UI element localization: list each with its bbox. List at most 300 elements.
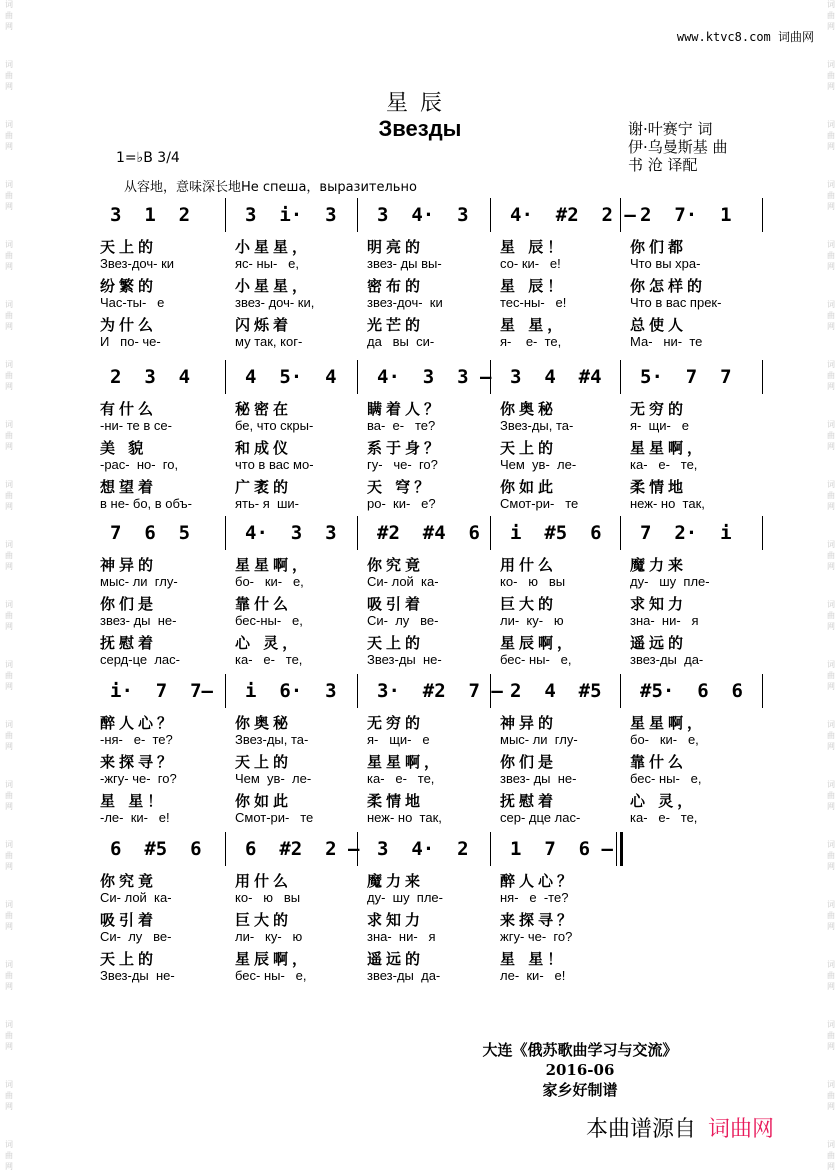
lyric-syllables: 天上的 (500, 439, 558, 457)
lyric-syllables: 和成仪 (235, 439, 293, 457)
watermark-char: 网 (5, 982, 13, 991)
lyric-syllables: Смот-ри- те (235, 809, 314, 825)
watermark-char: 曲 (827, 491, 835, 500)
watermark-char: 网 (5, 1102, 13, 1111)
lyric-syllables: 求知力 (630, 595, 688, 613)
notes-row (90, 838, 770, 868)
watermark-char: 曲 (5, 251, 13, 260)
lyric-syllables: 星 辰！ (500, 277, 567, 295)
lyric-syllables: 来探寻？ (100, 753, 177, 771)
watermark-char: 曲 (827, 71, 835, 80)
lyric-syllables: бес- ны- е, (630, 770, 702, 786)
lyric-syllables: ять- я ши- (235, 495, 299, 511)
lyric-syllables: 小星星， (235, 277, 312, 295)
lyrics-chinese-line (90, 632, 770, 652)
measure-notes: 3 4· 3 (377, 204, 469, 226)
watermark-char: 词 (5, 840, 13, 849)
lyrics-russian-line (90, 574, 770, 594)
measure-notes: 3 i· 3 (245, 204, 337, 226)
lyric-syllables: Си- лу ве- (367, 612, 439, 628)
watermark-char: 词 (5, 60, 13, 69)
lyric-syllables: 为什么 (100, 316, 158, 334)
watermark-char: 网 (827, 502, 835, 511)
watermark-char: 词 (5, 720, 13, 729)
lyric-syllables: 魔力来 (367, 872, 425, 890)
tempo-marking: 从容地，意味深长地Не спеша，выразительно (124, 180, 417, 195)
lyric-syllables: ро- ки- е? (367, 495, 436, 511)
lyric-syllables: 秘密在 (235, 400, 293, 418)
lyric-syllables: 密布的 (367, 277, 425, 295)
watermark-char: 词 (5, 300, 13, 309)
lyric-syllables: зна- ни- я (630, 612, 699, 628)
lyric-syllables: ка- е- те, (630, 809, 698, 825)
watermark-char: 网 (827, 742, 835, 751)
watermark-char: 网 (827, 82, 835, 91)
watermark-char: 网 (827, 142, 835, 151)
watermark-char: 网 (827, 922, 835, 931)
watermark-char: 词 (5, 1080, 13, 1089)
footer (420, 1040, 740, 1100)
lyric-syllables: 星星啊， (235, 556, 312, 574)
watermark-char: 曲 (5, 851, 13, 860)
lyric-syllables: бес- ны- е, (500, 651, 572, 667)
watermark-char: 词 (5, 1140, 13, 1149)
lyric-syllables: 你如此 (235, 792, 293, 810)
lyric-syllables: звез- ды не- (500, 770, 577, 786)
watermark-char: 曲 (5, 491, 13, 500)
notes-row (90, 522, 770, 552)
lyric-syllables: 你奥秘 (235, 714, 293, 732)
lyric-syllables: 系于身？ (367, 439, 444, 457)
watermark-char: 网 (827, 562, 835, 571)
measure-notes: 2 3 4 (110, 366, 191, 388)
lyrics-russian-line (90, 496, 770, 516)
watermark-char: 曲 (827, 1031, 835, 1040)
measure-notes: 6 #5 6 (110, 838, 202, 860)
measure-notes: 4· 3 3 – (377, 366, 492, 388)
watermark-char: 曲 (5, 551, 13, 560)
watermark-char: 词 (5, 1020, 13, 1029)
lyric-syllables: 醉人心？ (500, 872, 577, 890)
lyrics-russian-line (90, 810, 770, 830)
watermark-char: 曲 (827, 311, 835, 320)
watermark-char: 网 (5, 262, 13, 271)
score-system (90, 676, 770, 836)
lyric-syllables: 用什么 (500, 556, 558, 574)
lyric-syllables: я- щи- е (367, 731, 430, 747)
watermark-char: 网 (5, 202, 13, 211)
lyric-syllables: 广袤的 (235, 478, 293, 496)
lyric-syllables: 醉人心？ (100, 714, 177, 732)
lyric-syllables: 明亮的 (367, 238, 425, 256)
watermark-char: 网 (5, 742, 13, 751)
lyric-syllables: я- щи- е (630, 417, 689, 433)
lyric-syllables: мыс- ли глу- (100, 573, 178, 589)
watermark-char: 曲 (827, 671, 835, 680)
watermark-char: 词 (827, 1020, 835, 1029)
lyrics-chinese-line (90, 712, 770, 732)
lyric-syllables: 心 灵， (630, 792, 697, 810)
watermark-char: 曲 (5, 611, 13, 620)
watermark-char: 词 (5, 960, 13, 969)
lyric-syllables: 天上的 (100, 238, 158, 256)
watermark-char: 词 (827, 120, 835, 129)
credit-translator: 书 沧 译配 (628, 156, 698, 174)
watermark-char: 词 (5, 600, 13, 609)
watermark-char: 词 (827, 660, 835, 669)
lyric-syllables: 瞒着人？ (367, 400, 444, 418)
watermark-char: 词 (827, 840, 835, 849)
watermark-char: 曲 (5, 1151, 13, 1160)
lyric-syllables: 遥远的 (367, 950, 425, 968)
lyric-syllables: со- ки- е! (500, 255, 561, 271)
measure-notes: i 6· 3 (245, 680, 337, 702)
watermark-char: 词 (827, 300, 835, 309)
source-brand: 词曲网 (708, 1117, 775, 1142)
lyrics-russian-line (90, 613, 770, 633)
watermark-char: 曲 (827, 131, 835, 140)
watermark-char: 曲 (827, 611, 835, 620)
lyric-syllables: неж- но так, (630, 495, 705, 511)
lyric-syllables: 美 貌 (100, 439, 148, 457)
lyric-syllables: бо- ки- е, (235, 573, 304, 589)
watermark-char: 词 (827, 720, 835, 729)
watermark-char: 曲 (827, 431, 835, 440)
lyric-syllables: зна- ни- я (367, 928, 436, 944)
lyric-syllables: 靠什么 (235, 595, 293, 613)
watermark-char: 词 (5, 180, 13, 189)
watermark-char: 网 (827, 22, 835, 31)
watermark-char: 曲 (827, 911, 835, 920)
watermark-char: 词 (827, 600, 835, 609)
measure-notes: 3· #2 7 – (377, 680, 503, 702)
lyrics-russian-line (90, 295, 770, 315)
watermark-char: 网 (827, 262, 835, 271)
lyric-syllables: му так, ког- (235, 333, 303, 349)
lyric-syllables: в не- бо, в объ- (100, 495, 192, 511)
title-chinese: 星辰 (385, 91, 454, 116)
watermark-char: 词 (827, 1140, 835, 1149)
watermark-char: 网 (827, 382, 835, 391)
watermark-char: 网 (5, 802, 13, 811)
lyric-syllables: звез-ды да- (630, 651, 704, 667)
watermark-char: 词 (5, 420, 13, 429)
lyric-syllables: тес-ны- е! (500, 294, 567, 310)
lyric-syllables: Что вы хра- (630, 255, 701, 271)
watermark-char: 曲 (5, 11, 13, 20)
lyrics-russian-line (90, 457, 770, 477)
key-signature: 1=♭B 3/4 (116, 150, 180, 166)
lyrics-russian-line (90, 418, 770, 438)
lyric-syllables: 柔情地 (630, 478, 688, 496)
watermark-char: 网 (827, 202, 835, 211)
watermark-char: 词 (5, 660, 13, 669)
lyric-syllables: 巨大的 (500, 595, 558, 613)
lyric-syllables: звез-ды да- (367, 967, 441, 983)
lyric-syllables: 吸引着 (100, 911, 158, 929)
watermark-char: 网 (5, 22, 13, 31)
watermark-char: 曲 (5, 431, 13, 440)
lyric-syllables: да вы си- (367, 333, 435, 349)
lyric-syllables: ли- ку- ю (500, 612, 564, 628)
watermark-char: 网 (827, 622, 835, 631)
watermark-char: 曲 (827, 731, 835, 740)
measure-notes: 4· 3 3 (245, 522, 337, 544)
lyric-syllables: Смот-ри- те (500, 495, 579, 511)
lyric-syllables: 天上的 (367, 634, 425, 652)
watermark-char: 曲 (827, 11, 835, 20)
lyric-syllables: 求知力 (367, 911, 425, 929)
watermark-char: 曲 (827, 851, 835, 860)
lyric-syllables: 你怎样的 (630, 277, 707, 295)
measure-notes: i #5 6 (510, 522, 602, 544)
watermark-char: 词 (827, 480, 835, 489)
watermark-char: 词 (5, 120, 13, 129)
lyrics-chinese-line (90, 554, 770, 574)
source-credit (586, 1112, 774, 1143)
lyric-syllables: 星星啊， (630, 439, 707, 457)
watermark-char: 曲 (827, 1151, 835, 1160)
footer-date: 2016-06 (545, 1061, 615, 1079)
watermark-char: 网 (827, 982, 835, 991)
lyrics-chinese-line (90, 948, 770, 968)
watermark-char: 曲 (827, 191, 835, 200)
lyric-syllables: звез- ды не- (100, 612, 177, 628)
lyric-syllables: 闪烁着 (235, 316, 293, 334)
lyric-syllables: 柔情地 (367, 792, 425, 810)
score-system (90, 200, 770, 360)
credit-composer: 伊·乌曼斯基 曲 (628, 138, 728, 156)
notes-row (90, 204, 770, 234)
watermark-char: 词 (5, 900, 13, 909)
score-system (90, 362, 770, 522)
watermark-char: 曲 (827, 551, 835, 560)
lyric-syllables: 有什么 (100, 400, 158, 418)
lyric-syllables: жгу- че- го? (500, 928, 573, 944)
lyric-syllables: 星 辰！ (500, 238, 567, 256)
lyric-syllables: неж- но так, (367, 809, 442, 825)
lyric-syllables: бес-ны- е, (235, 612, 303, 628)
lyric-syllables: 天上的 (235, 753, 293, 771)
lyric-syllables: 天 穹？ (367, 478, 434, 496)
watermark-char: 曲 (5, 1031, 13, 1040)
watermark-char: 网 (827, 1102, 835, 1111)
lyric-syllables: -рас- но- го, (100, 456, 179, 472)
lyric-syllables: ли- ку- ю (235, 928, 303, 944)
lyric-syllables: что в вас мо- (235, 456, 314, 472)
watermark-char: 网 (5, 382, 13, 391)
measure-notes: 7 6 5 (110, 522, 191, 544)
lyric-syllables: -ле- ки- е! (100, 809, 170, 825)
lyric-syllables: ду- шу пле- (630, 573, 710, 589)
lyric-syllables: 来探寻？ (500, 911, 577, 929)
watermark-char: 网 (827, 1162, 835, 1171)
lyric-syllables: Ма- ни- те (630, 333, 703, 349)
footer-publication: 大连《俄苏歌曲学习与交流》 (482, 1041, 678, 1059)
lyric-syllables: бес- ны- е, (235, 967, 307, 983)
watermark-char: 曲 (827, 791, 835, 800)
watermark-char: 曲 (5, 131, 13, 140)
lyric-syllables: ка- е- те, (367, 770, 435, 786)
lyric-syllables: 星 星， (500, 316, 567, 334)
lyric-syllables: 星星啊， (367, 753, 444, 771)
watermark-char: 曲 (5, 191, 13, 200)
lyric-syllables: Звез-ды, та- (235, 731, 309, 747)
watermark-char: 词 (5, 780, 13, 789)
watermark-char: 网 (5, 142, 13, 151)
lyric-syllables: бе, что скры- (235, 417, 314, 433)
watermark-char: 词 (827, 420, 835, 429)
lyric-syllables: яс- ны- е, (235, 255, 300, 271)
lyric-syllables: 魔力来 (630, 556, 688, 574)
lyric-syllables: 吸引着 (367, 595, 425, 613)
watermark-char: 曲 (5, 971, 13, 980)
lyric-syllables: я- е- те, (500, 333, 562, 349)
watermark-char: 曲 (5, 911, 13, 920)
lyric-syllables: 用什么 (235, 872, 293, 890)
lyrics-russian-line (90, 929, 770, 949)
measure-notes: #2 #4 6 (377, 522, 480, 544)
lyric-syllables: мыс- ли глу- (500, 731, 578, 747)
lyrics-russian-line (90, 652, 770, 672)
measure-notes: 4· #2 2 – (510, 204, 636, 226)
lyrics-chinese-line (90, 909, 770, 929)
watermark-char: 词 (5, 240, 13, 249)
lyric-syllables: ко- ю вы (235, 889, 301, 905)
lyric-syllables: Чем ув- ле- (235, 770, 312, 786)
lyric-syllables: 天上的 (100, 950, 158, 968)
watermark-right (824, 0, 838, 1169)
lyric-syllables: 星星啊， (630, 714, 707, 732)
watermark-char: 词 (827, 780, 835, 789)
lyrics-chinese-line (90, 790, 770, 810)
watermark-char: 曲 (5, 371, 13, 380)
lyrics-chinese-line (90, 476, 770, 496)
lyric-syllables: 纷繁的 (100, 277, 158, 295)
watermark-char: 词 (827, 360, 835, 369)
lyric-syllables: 无穷的 (367, 714, 425, 732)
lyric-syllables: 无穷的 (630, 400, 688, 418)
watermark-char: 词 (827, 180, 835, 189)
watermark-char: 曲 (5, 311, 13, 320)
lyrics-russian-line (90, 256, 770, 276)
watermark-char: 曲 (5, 71, 13, 80)
lyric-syllables: 星 星！ (500, 950, 567, 968)
watermark-char: 曲 (5, 671, 13, 680)
lyric-syllables: Час-ты- е (100, 294, 165, 310)
lyric-syllables: ка- е- те, (630, 456, 698, 472)
lyrics-chinese-line (90, 275, 770, 295)
lyrics-russian-line (90, 890, 770, 910)
watermark-char: 网 (827, 322, 835, 331)
lyric-syllables: 你奥秘 (500, 400, 558, 418)
lyric-syllables: 靠什么 (630, 753, 688, 771)
watermark-char: 词 (827, 1080, 835, 1089)
notes-row (90, 366, 770, 396)
watermark-char: 词 (827, 900, 835, 909)
lyrics-chinese-line (90, 437, 770, 457)
lyric-syllables: Си- лой ка- (367, 573, 439, 589)
watermark-char: 网 (827, 1042, 835, 1051)
site-url: www.ktvc8.com 词曲网 (676, 30, 814, 44)
watermark-char: 曲 (827, 971, 835, 980)
lyric-syllables: 你们都 (630, 238, 688, 256)
measure-notes: 5· 7 7 (640, 366, 732, 388)
lyrics-chinese-line (90, 870, 770, 890)
lyric-syllables: ва- е- те? (367, 417, 436, 433)
lyric-syllables: Звез-ды не- (367, 651, 442, 667)
source-prefix: 本曲谱源自 (586, 1117, 697, 1142)
lyric-syllables: бо- ки- е, (630, 731, 699, 747)
lyrics-russian-line (90, 968, 770, 988)
lyric-syllables: 光芒的 (367, 316, 425, 334)
measure-notes: 3 4 #4 (510, 366, 602, 388)
lyric-syllables: серд-це лас- (100, 651, 180, 667)
watermark-char: 曲 (5, 731, 13, 740)
watermark-char: 曲 (827, 371, 835, 380)
lyric-syllables: 遥远的 (630, 634, 688, 652)
watermark-char: 曲 (827, 1091, 835, 1100)
watermark-char: 网 (827, 802, 835, 811)
measure-notes: 2 4 #5 (510, 680, 602, 702)
watermark-char: 词 (5, 360, 13, 369)
watermark-char: 网 (5, 442, 13, 451)
lyrics-chinese-line (90, 593, 770, 613)
watermark-char: 曲 (827, 251, 835, 260)
lyric-syllables: сер- дце лас- (500, 809, 581, 825)
watermark-char: 网 (5, 502, 13, 511)
watermark-char: 网 (5, 682, 13, 691)
watermark-char: 网 (827, 682, 835, 691)
lyric-syllables: 神异的 (100, 556, 158, 574)
lyric-syllables: 你如此 (500, 478, 558, 496)
lyrics-chinese-line (90, 398, 770, 418)
lyric-syllables: Чем ув- ле- (500, 456, 577, 472)
measure-notes: 3 1 2 (110, 204, 191, 226)
measure-notes: 6 #2 2 – (245, 838, 360, 860)
watermark-char: 词 (5, 0, 13, 9)
lyric-syllables: -ни- те в се- (100, 417, 172, 433)
lyric-syllables: И по- че- (100, 333, 161, 349)
lyric-syllables: 抚慰着 (500, 792, 558, 810)
lyric-syllables: Си- лу ве- (100, 928, 172, 944)
lyric-syllables: ня- е -те? (500, 889, 569, 905)
watermark-char: 曲 (5, 1091, 13, 1100)
watermark-char: 网 (5, 622, 13, 631)
lyric-syllables: 你们是 (500, 753, 558, 771)
lyric-syllables: ду- шу пле- (367, 889, 443, 905)
lyric-syllables: Звез-доч- ки (100, 255, 175, 271)
watermark-char: 词 (5, 480, 13, 489)
lyric-syllables: звез- доч- ки, (235, 294, 315, 310)
lyrics-chinese-line (90, 314, 770, 334)
watermark-char: 网 (827, 442, 835, 451)
score-system (90, 518, 770, 678)
lyric-syllables: 星辰啊， (500, 634, 577, 652)
lyric-syllables: Звез-ды, та- (500, 417, 574, 433)
lyric-syllables: 想望着 (100, 478, 158, 496)
watermark-char: 网 (5, 1042, 13, 1051)
credit-lyricist: 谢·叶赛宁 词 (628, 120, 713, 138)
lyric-syllables: -жгу- че- го? (100, 770, 177, 786)
notes-row (90, 680, 770, 710)
lyric-syllables: ко- ю вы (500, 573, 566, 589)
watermark-char: 网 (5, 862, 13, 871)
lyric-syllables: 神异的 (500, 714, 558, 732)
lyric-syllables: 小星星， (235, 238, 312, 256)
lyric-syllables: Звез-ды не- (100, 967, 175, 983)
watermark-char: 网 (5, 322, 13, 331)
